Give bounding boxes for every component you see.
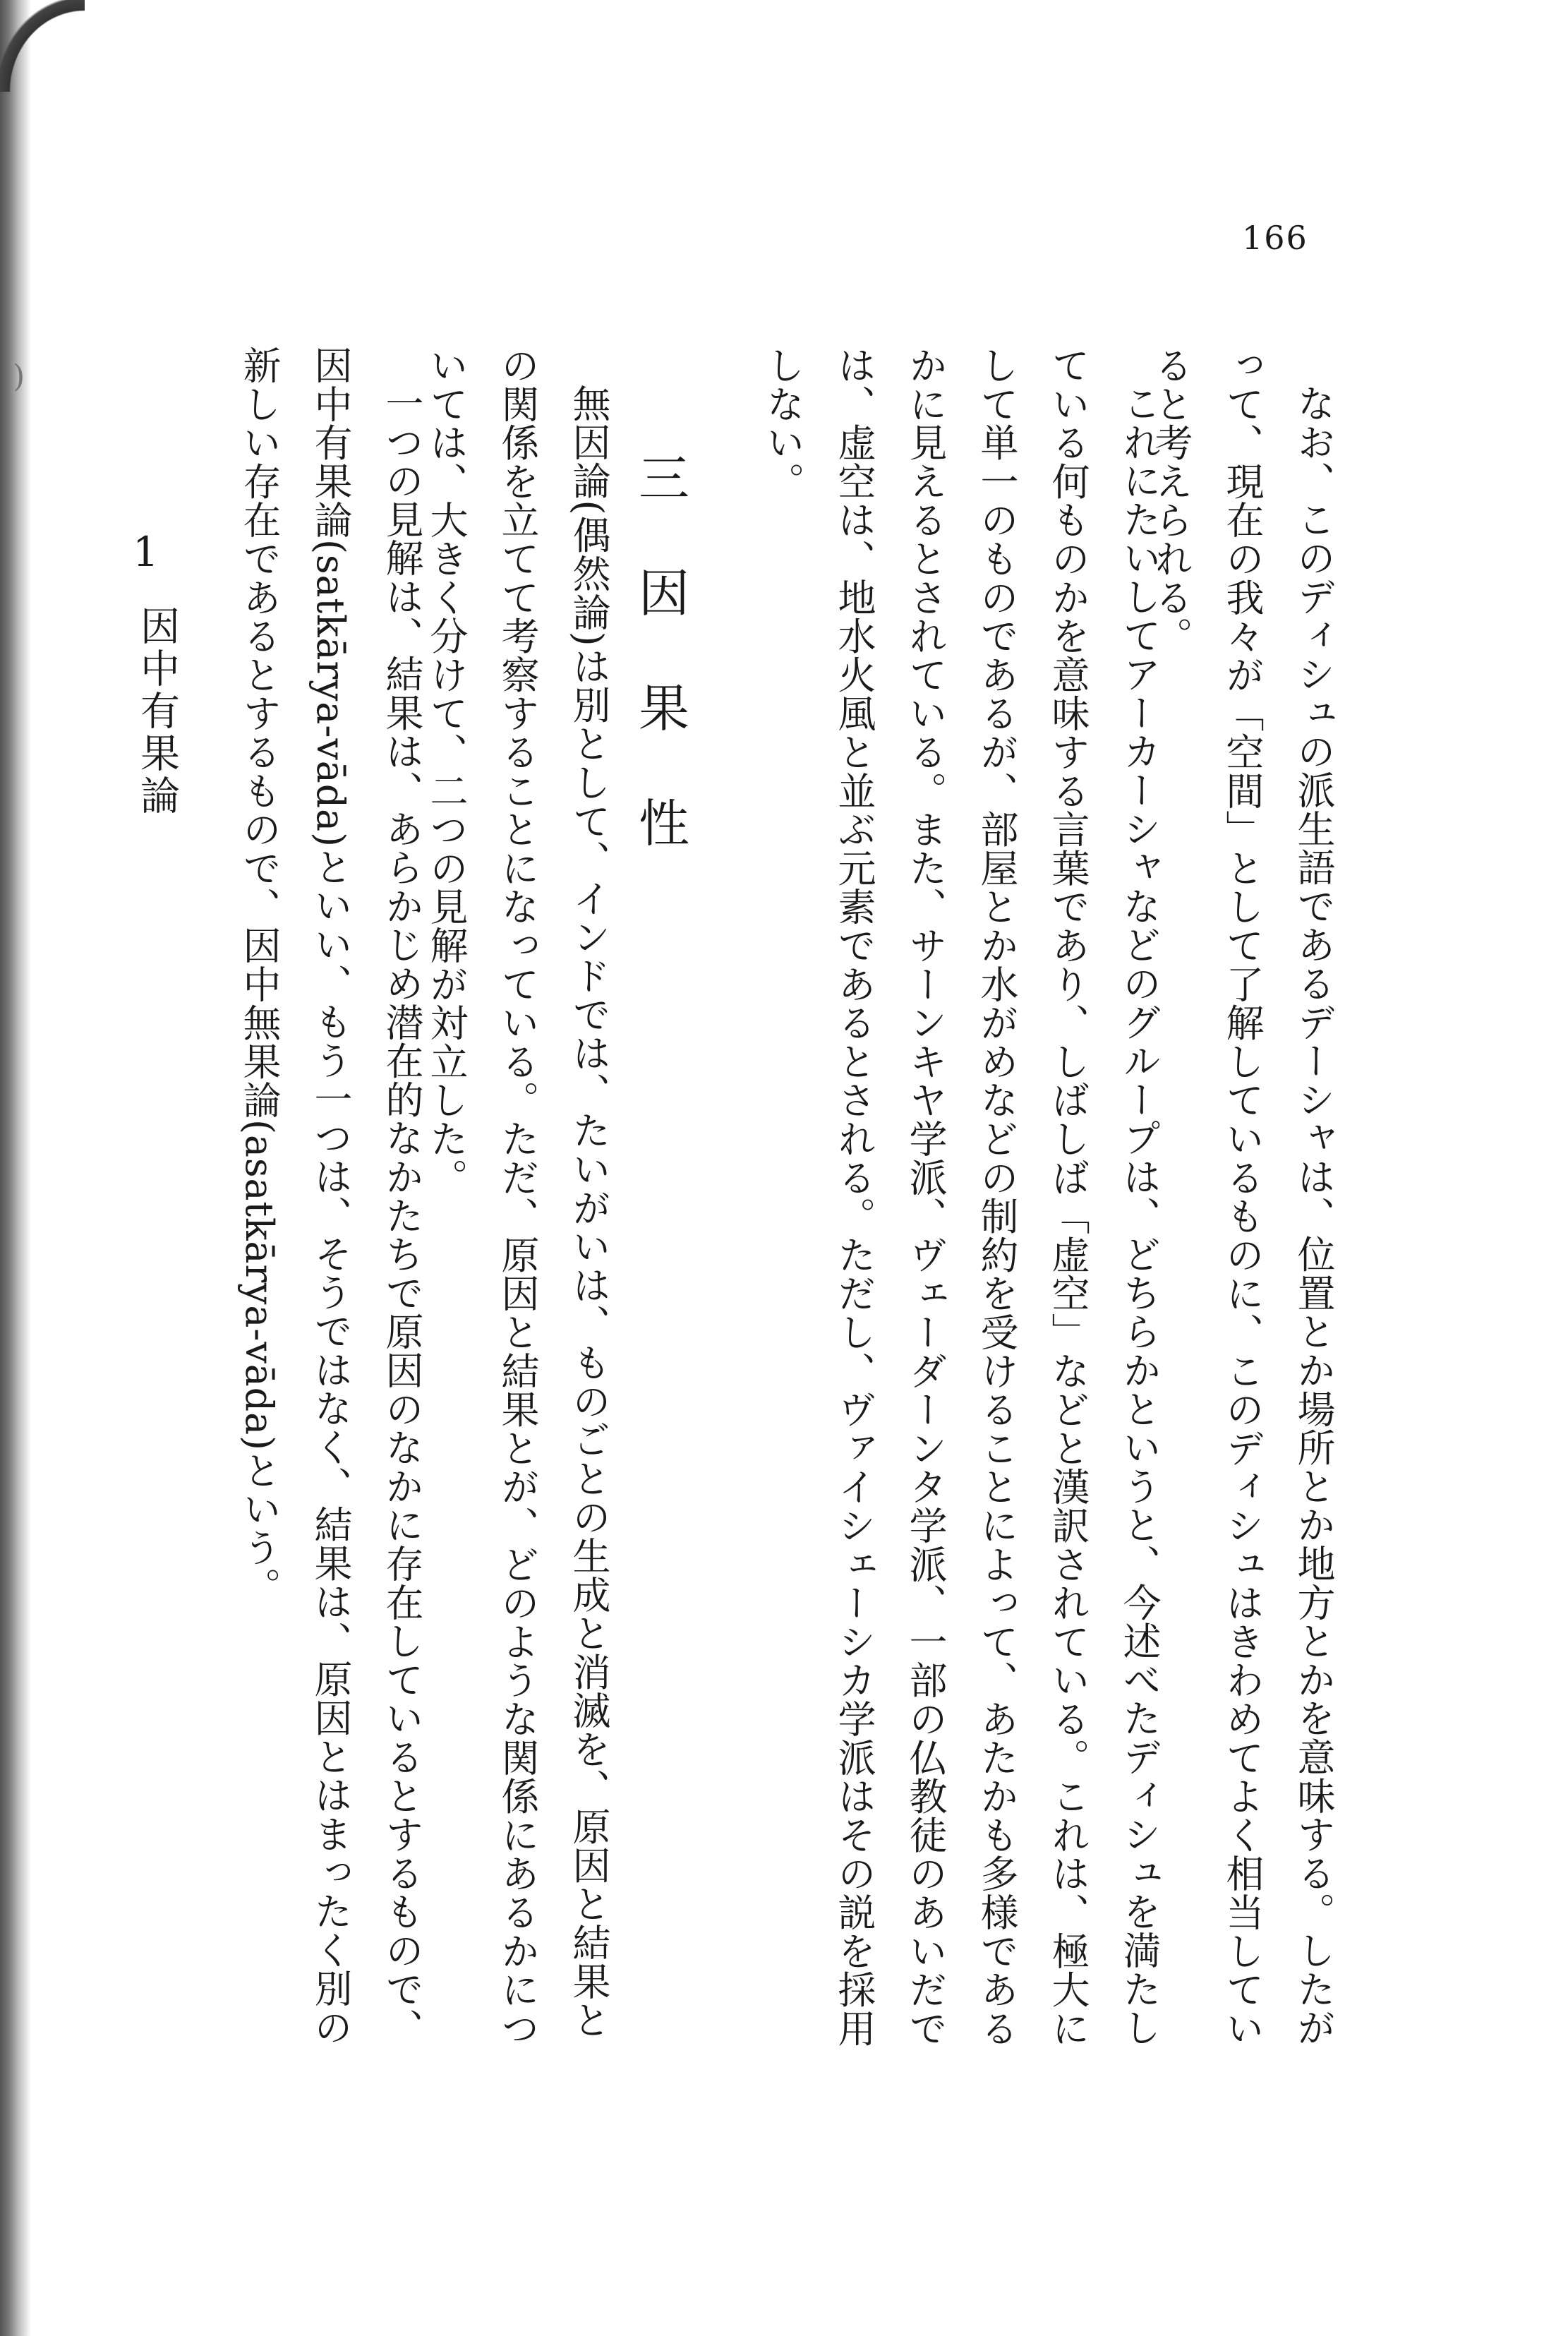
paragraph-1	[1149, 346, 1349, 2075]
section-number: 1	[133, 528, 159, 576]
paragraph-3	[424, 346, 625, 2075]
binding-shadow	[0, 0, 31, 2336]
section-title: 因中有果論	[134, 606, 180, 817]
paragraph-1-text: なお、このディシュの派生語であるデーシャは、位置とか場所とか地方とかを意味する。したがって、現在の我々が「空間」として了解しているものに、このディシュはきわめてよく相当していると考えられる。	[1149, 346, 1336, 2048]
page-number: 166	[1242, 219, 1308, 257]
paragraph-4	[233, 346, 438, 2075]
chapter-heading: 三 因 果 性	[630, 452, 689, 872]
paragraph-2	[761, 346, 1175, 2075]
paragraph-2-text: これにたいしてアーカーシャなどのグループは、どちらかというと、今述べたディシュを満たしている何ものかを意味する言葉であり、しばしば「虚空」などと漢訳されている。これは、極大にして単一のものであるが、部屋とか水がめなどの制約を受けることによって、あたかも多様であるかに見えるとされている。また、サーンキヤ学派、ヴェーダーンタ学派、一部の仏教徒のあいだでは、虚空は、地水火風と並ぶ元素であるとされる。ただし、ヴァイシェーシカ学派はその説を採用しない。	[761, 346, 1162, 2048]
binding-corner	[0, 0, 85, 92]
binding-mark: )	[13, 359, 25, 395]
paragraph-4-text: 一つの見解は、結果は、あらかじめ潜在的なかたちで原因のなかに存在しているとするもので、因中有果論(satkārya-vāda)といい、もう一つは、そうではなく、結果は、原因とはまったく別の新しい存在であるとするもので、因中無果論(asatkārya-vāda)という。	[237, 346, 424, 2047]
paragraph-3-text: 無因論(偶然論)は別として、インドでは、たいがいは、ものごとの生成と消滅を、原因と結果との関係を立てて考察することになっている。ただ、原因と結果とが、どのような関係にあるかについては、大きく分けて、二つの見解が対立した。	[424, 346, 611, 2048]
